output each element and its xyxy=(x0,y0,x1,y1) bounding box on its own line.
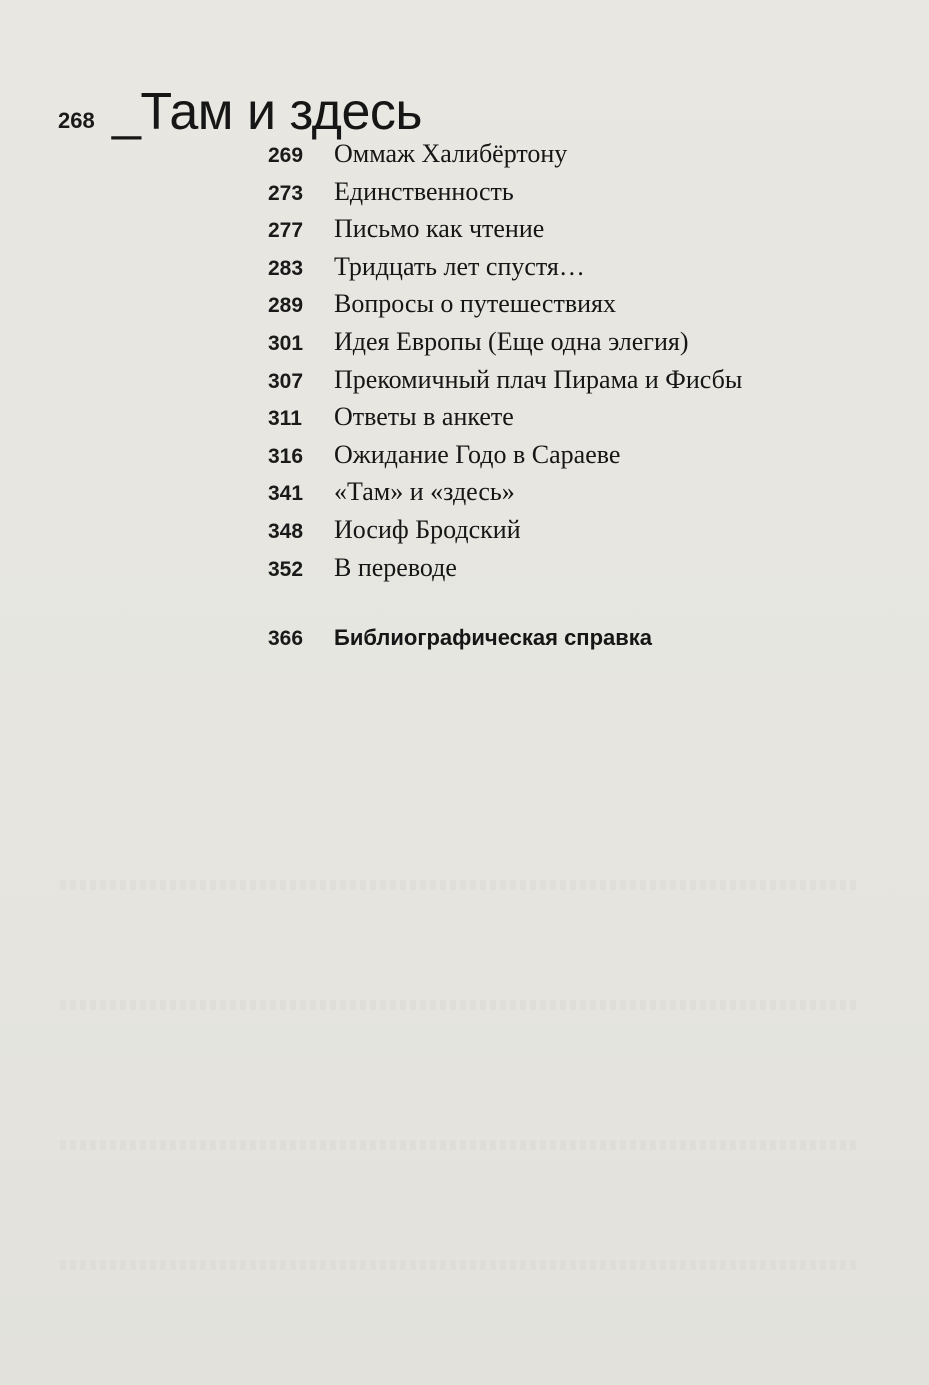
toc-entry-title: Письмо как чтение xyxy=(334,214,545,244)
toc-entry xyxy=(268,440,888,478)
toc-entry xyxy=(268,553,888,591)
toc-page-number: 341 xyxy=(268,482,304,506)
toc-entry xyxy=(268,477,888,515)
toc-entry xyxy=(268,139,888,177)
toc-page-number: 273 xyxy=(268,181,304,205)
toc-entry-title: Иосиф Бродский xyxy=(334,514,521,544)
toc-entry-title: Ответы в анкете xyxy=(334,402,514,432)
table-of-contents xyxy=(268,139,888,590)
toc-entry-title: Оммаж Халибёртону xyxy=(334,139,568,168)
toc-entry-title: Вопросы о путешествиях xyxy=(334,289,616,319)
bleed-through-texture-1 xyxy=(60,880,860,890)
section-page-number: 268 xyxy=(58,108,95,133)
toc-entry xyxy=(268,327,888,365)
toc-entry-title: Тридцать лет спустя… xyxy=(334,251,585,281)
toc-entry-title: «Там» и «здесь» xyxy=(334,477,515,507)
toc-page-number: 289 xyxy=(268,294,304,318)
toc-entry-title: Единственность xyxy=(334,176,514,206)
toc-page-number: 269 xyxy=(268,144,304,167)
toc-entry xyxy=(268,402,888,440)
toc-page-number: 301 xyxy=(268,331,304,355)
bibliography-page-number: 366 xyxy=(268,627,304,650)
toc-entry-title: Идея Европы (Еще одна элегия) xyxy=(334,326,689,356)
toc-page-number: 348 xyxy=(268,519,304,543)
toc-page-number: 352 xyxy=(268,557,304,581)
toc-page-number: 283 xyxy=(268,256,304,280)
toc-page-number: 316 xyxy=(268,444,304,468)
toc-page-number: 277 xyxy=(268,219,304,243)
toc-entry xyxy=(268,365,888,403)
toc-entry xyxy=(268,252,888,290)
bleed-through-texture-3 xyxy=(60,1140,860,1150)
bibliography-entry xyxy=(268,625,652,651)
toc-entry xyxy=(268,515,888,553)
toc-entry-title: Ожидание Годо в Сараеве xyxy=(334,439,621,469)
toc-entry-title: Прекомичный плач Пирама и Фисбы xyxy=(334,364,743,394)
bleed-through-texture-4 xyxy=(60,1260,860,1270)
bibliography-title: Библиографическая справка xyxy=(334,625,653,650)
toc-entry xyxy=(268,289,888,327)
toc-entry-title: В переводе xyxy=(334,552,457,582)
toc-page-number: 307 xyxy=(268,369,304,393)
section-title: _Там и здесь xyxy=(112,83,423,141)
bleed-through-texture-2 xyxy=(60,1000,860,1010)
toc-page-number: 311 xyxy=(268,407,302,431)
toc-entry xyxy=(268,177,888,215)
toc-entry xyxy=(268,214,888,252)
